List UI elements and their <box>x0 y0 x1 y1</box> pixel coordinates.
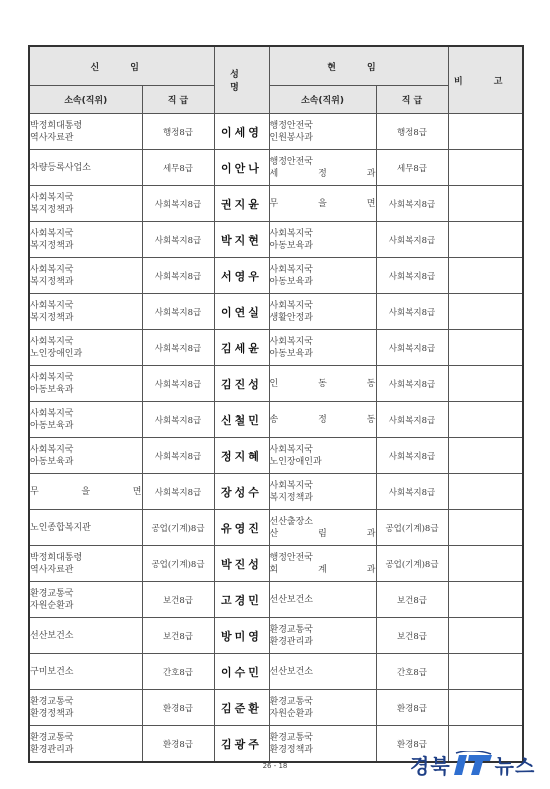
current-grade-cell: 보건8급 <box>376 582 448 618</box>
current-dept-cell <box>269 150 376 186</box>
note-cell <box>448 402 523 438</box>
previous-dept-cell <box>29 582 142 618</box>
previous-grade-cell: 사회복지8급 <box>142 366 214 402</box>
person-name-cell: 권지윤 <box>214 186 269 222</box>
previous-dept-cell-line: 차량등록사업소 <box>30 162 91 173</box>
previous-dept-cell-line: 구미보건소 <box>30 666 74 677</box>
note-cell <box>448 258 523 294</box>
note-cell <box>448 546 523 582</box>
current-grade-cell: 환경8급 <box>376 690 448 726</box>
previous-position-header: 신 임 <box>29 46 214 86</box>
person-name-cell: 정지혜 <box>214 438 269 474</box>
current-grade-cell: 사회복지8급 <box>376 366 448 402</box>
current-dept-cell-line: 아동보육과 <box>269 276 313 287</box>
table-row <box>29 618 523 654</box>
table-row <box>29 294 523 330</box>
person-name-cell: 유영진 <box>214 510 269 546</box>
table-row <box>29 114 523 150</box>
note-cell <box>448 150 523 186</box>
table-row <box>29 474 523 510</box>
current-dept-cell-line: 노인장애인과 <box>269 456 322 467</box>
note-cell <box>448 330 523 366</box>
current-dept-cell <box>269 474 376 510</box>
previous-dept-cell-line: 사회복지국 <box>30 408 74 419</box>
previous-dept-cell-line: 환경교통국 <box>30 588 74 599</box>
person-name-cell: 방미영 <box>214 618 269 654</box>
previous-dept-cell-line: 아동보육과 <box>30 384 74 395</box>
table-row <box>29 654 523 690</box>
previous-dept-cell <box>29 618 142 654</box>
table-body <box>29 114 523 763</box>
previous-grade-cell: 간호8급 <box>142 654 214 690</box>
current-dept-cell <box>269 690 376 726</box>
current-dept-cell-line: 무 을 면 <box>269 198 376 209</box>
previous-grade-cell: 환경8급 <box>142 726 214 763</box>
person-name-cell: 서영우 <box>214 258 269 294</box>
current-dept-cell-line: 복지정책과 <box>269 492 313 503</box>
current-dept-cell-line: 환경교통국 <box>269 732 313 743</box>
previous-dept-cell-line: 아동보육과 <box>30 420 74 431</box>
previous-dept-cell <box>29 258 142 294</box>
person-name-cell: 고경민 <box>214 582 269 618</box>
personnel-table <box>28 45 524 763</box>
note-cell <box>448 438 523 474</box>
previous-dept-cell <box>29 690 142 726</box>
current-grade-cell: 공업(기계)8급 <box>376 510 448 546</box>
previous-grade-cell: 보건8급 <box>142 582 214 618</box>
current-dept-header: 소속(직위) <box>269 86 376 114</box>
note-cell <box>448 186 523 222</box>
current-dept-cell <box>269 618 376 654</box>
current-grade-cell: 환경8급 <box>376 726 448 763</box>
current-grade-cell: 사회복지8급 <box>376 402 448 438</box>
current-dept-cell-line: 사회복지국 <box>269 264 313 275</box>
table-row <box>29 186 523 222</box>
table-row <box>29 222 523 258</box>
note-cell <box>448 366 523 402</box>
previous-grade-cell: 사회복지8급 <box>142 438 214 474</box>
previous-dept-cell-line: 사회복지국 <box>30 300 74 311</box>
previous-grade-cell: 사회복지8급 <box>142 186 214 222</box>
current-dept-cell-line: 세 정 과 <box>269 168 376 179</box>
current-dept-cell-line: 사회복지국 <box>269 300 313 311</box>
previous-dept-cell-line: 환경정책과 <box>30 708 74 719</box>
previous-dept-cell-line: 사회복지국 <box>30 372 74 383</box>
previous-dept-cell <box>29 294 142 330</box>
current-dept-cell-line: 아동보육과 <box>269 348 313 359</box>
person-name-cell: 김광주 <box>214 726 269 763</box>
previous-grade-cell: 공업(기계)8급 <box>142 546 214 582</box>
current-dept-cell <box>269 294 376 330</box>
current-grade-cell: 사회복지8급 <box>376 474 448 510</box>
current-grade-cell: 간호8급 <box>376 654 448 690</box>
previous-dept-cell <box>29 654 142 690</box>
current-dept-cell <box>269 510 376 546</box>
previous-grade-cell: 사회복지8급 <box>142 294 214 330</box>
previous-dept-cell <box>29 150 142 186</box>
previous-grade-cell: 세무8급 <box>142 150 214 186</box>
current-dept-cell-line: 사회복지국 <box>269 228 313 239</box>
previous-grade-cell: 사회복지8급 <box>142 402 214 438</box>
previous-dept-cell-line: 선산보건소 <box>30 630 74 641</box>
previous-grade-cell: 사회복지8급 <box>142 258 214 294</box>
table-row <box>29 402 523 438</box>
note-cell <box>448 618 523 654</box>
current-dept-cell-line: 사회복지국 <box>269 480 313 491</box>
current-dept-cell <box>269 258 376 294</box>
current-dept-cell <box>269 114 376 150</box>
previous-dept-cell <box>29 366 142 402</box>
previous-dept-cell-line: 환경교통국 <box>30 732 74 743</box>
name-header: 성 명 <box>214 46 269 114</box>
current-dept-cell-line: 선산출장소 <box>269 516 313 527</box>
it-logo-icon <box>453 751 493 777</box>
previous-dept-cell <box>29 546 142 582</box>
current-grade-cell: 공업(기계)8급 <box>376 546 448 582</box>
previous-dept-cell <box>29 510 142 546</box>
current-dept-cell-line: 환경정책과 <box>269 744 313 755</box>
previous-grade-header: 직 급 <box>142 86 214 114</box>
note-header: 비 고 <box>448 46 523 114</box>
previous-dept-cell-line: 복지정책과 <box>30 276 74 287</box>
previous-dept-cell-line: 노인종합복지관 <box>30 522 91 533</box>
previous-dept-cell-line: 역사자료관 <box>30 564 74 575</box>
previous-grade-cell: 사회복지8급 <box>142 330 214 366</box>
previous-dept-cell <box>29 114 142 150</box>
page-number: 26 - 18 <box>262 762 288 770</box>
previous-dept-cell-line: 사회복지국 <box>30 336 74 347</box>
current-dept-cell-line: 사회복지국 <box>269 336 313 347</box>
note-cell <box>448 690 523 726</box>
previous-grade-cell: 공업(기계)8급 <box>142 510 214 546</box>
note-cell <box>448 114 523 150</box>
table-row <box>29 582 523 618</box>
previous-dept-cell-line: 사회복지국 <box>30 444 74 455</box>
current-position-header: 현 임 <box>269 46 448 86</box>
previous-dept-cell <box>29 726 142 763</box>
current-dept-cell-line: 사회복지국 <box>269 444 313 455</box>
current-dept-cell-line: 송 정 동 <box>269 414 376 425</box>
person-name-cell: 장성수 <box>214 474 269 510</box>
current-grade-cell: 사회복지8급 <box>376 438 448 474</box>
note-cell <box>448 510 523 546</box>
current-dept-cell-line: 행정안전국 <box>269 156 313 167</box>
watermark-logo <box>410 750 535 778</box>
current-dept-cell <box>269 402 376 438</box>
previous-dept-cell-line: 복지정책과 <box>30 240 74 251</box>
previous-dept-cell-line: 사회복지국 <box>30 228 74 239</box>
current-grade-header: 직 급 <box>376 86 448 114</box>
note-cell <box>448 474 523 510</box>
person-name-cell: 이수민 <box>214 654 269 690</box>
current-dept-cell-line: 자원순환과 <box>269 708 313 719</box>
current-grade-cell: 사회복지8급 <box>376 186 448 222</box>
person-name-cell: 신철민 <box>214 402 269 438</box>
person-name-cell: 박지현 <box>214 222 269 258</box>
person-name-cell: 김세윤 <box>214 330 269 366</box>
previous-dept-cell-line: 복지정책과 <box>30 312 74 323</box>
person-name-cell: 김진성 <box>214 366 269 402</box>
previous-grade-cell: 보건8급 <box>142 618 214 654</box>
previous-dept-cell-line: 박정희대통령 <box>30 552 83 563</box>
current-dept-cell-line: 환경관리과 <box>269 636 313 647</box>
current-dept-cell-line: 산 림 과 <box>269 528 376 539</box>
current-dept-cell <box>269 366 376 402</box>
previous-dept-cell-line: 환경관리과 <box>30 744 74 755</box>
note-cell <box>448 222 523 258</box>
current-dept-cell-line: 선산보건소 <box>269 594 313 605</box>
person-name-cell: 이세영 <box>214 114 269 150</box>
current-dept-cell-line: 행정안전국 <box>269 552 313 563</box>
current-grade-cell: 사회복지8급 <box>376 258 448 294</box>
table-row <box>29 690 523 726</box>
previous-dept-cell-line: 역사자료관 <box>30 132 74 143</box>
table-row <box>29 366 523 402</box>
current-grade-cell: 사회복지8급 <box>376 330 448 366</box>
current-dept-cell <box>269 546 376 582</box>
current-dept-cell <box>269 726 376 763</box>
current-grade-cell: 사회복지8급 <box>376 294 448 330</box>
current-dept-cell <box>269 654 376 690</box>
current-dept-cell-line: 환경교통국 <box>269 624 313 635</box>
previous-dept-cell <box>29 222 142 258</box>
previous-dept-cell-line: 사회복지국 <box>30 192 74 203</box>
previous-grade-cell: 사회복지8급 <box>142 474 214 510</box>
watermark-text-right: 뉴스 <box>494 753 536 778</box>
previous-dept-cell-line: 환경교통국 <box>30 696 74 707</box>
person-name-cell: 이연실 <box>214 294 269 330</box>
current-dept-cell <box>269 582 376 618</box>
previous-grade-cell: 행정8급 <box>142 114 214 150</box>
current-dept-cell-line: 생활안정과 <box>269 312 313 323</box>
previous-dept-cell <box>29 474 142 510</box>
table-row <box>29 438 523 474</box>
table-row <box>29 330 523 366</box>
previous-dept-cell-line: 박정희대통령 <box>30 120 83 131</box>
watermark-text-left: 경북 <box>410 753 451 778</box>
current-dept-cell-line: 아동보육과 <box>269 240 313 251</box>
previous-dept-cell-line: 사회복지국 <box>30 264 74 275</box>
table-row <box>29 510 523 546</box>
table-row <box>29 546 523 582</box>
previous-grade-cell: 사회복지8급 <box>142 222 214 258</box>
note-cell <box>448 582 523 618</box>
previous-dept-cell-line: 무 을 면 <box>30 486 142 497</box>
current-dept-cell-line: 환경교통국 <box>269 696 313 707</box>
current-grade-cell: 세무8급 <box>376 150 448 186</box>
current-dept-cell <box>269 438 376 474</box>
table-row <box>29 258 523 294</box>
person-name-cell: 박진성 <box>214 546 269 582</box>
current-dept-cell-line: 행정안전국 <box>269 120 313 131</box>
current-dept-cell <box>269 186 376 222</box>
note-cell <box>448 654 523 690</box>
person-name-cell: 김준환 <box>214 690 269 726</box>
current-dept-cell-line: 인 동 동 <box>269 378 376 389</box>
previous-dept-cell-line: 노인장애인과 <box>30 348 83 359</box>
current-dept-cell <box>269 330 376 366</box>
previous-dept-header: 소속(직위) <box>29 86 142 114</box>
previous-dept-cell <box>29 402 142 438</box>
previous-dept-cell <box>29 330 142 366</box>
note-cell <box>448 294 523 330</box>
current-dept-cell-line: 선산보건소 <box>269 666 313 677</box>
previous-dept-cell-line: 자원순환과 <box>30 600 74 611</box>
person-name-cell: 이안나 <box>214 150 269 186</box>
previous-dept-cell <box>29 438 142 474</box>
previous-dept-cell-line: 아동보육과 <box>30 456 74 467</box>
current-grade-cell: 행정8급 <box>376 114 448 150</box>
current-dept-cell-line: 회 계 과 <box>269 564 376 575</box>
current-dept-cell-line: 인원봉사과 <box>269 132 313 143</box>
current-dept-cell <box>269 222 376 258</box>
previous-dept-cell <box>29 186 142 222</box>
table-row <box>29 150 523 186</box>
current-grade-cell: 사회복지8급 <box>376 222 448 258</box>
previous-dept-cell-line: 복지정책과 <box>30 204 74 215</box>
current-grade-cell: 보건8급 <box>376 618 448 654</box>
previous-grade-cell: 환경8급 <box>142 690 214 726</box>
